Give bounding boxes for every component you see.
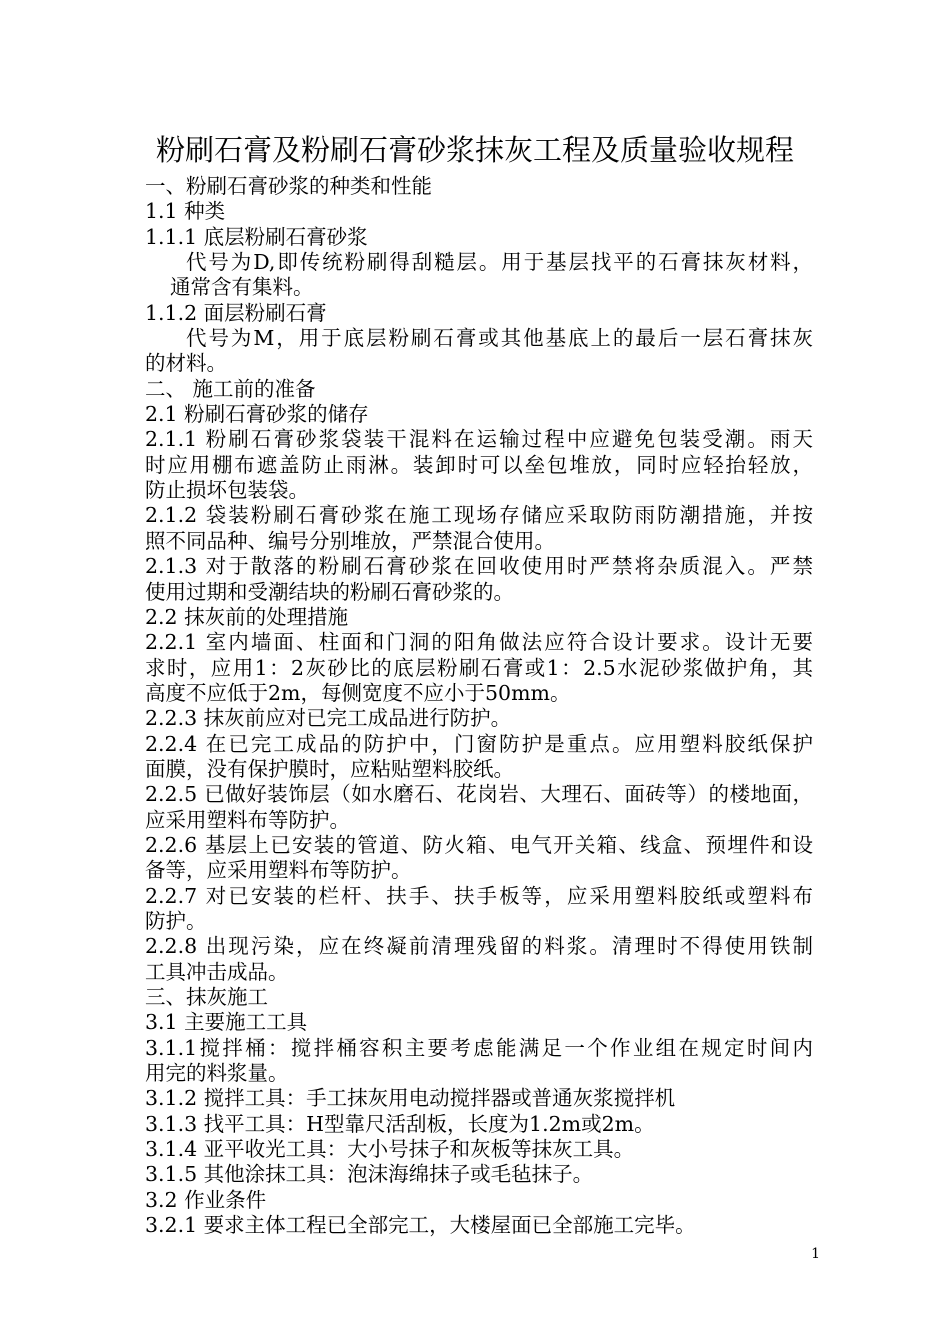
- paragraph-line: 时应用棚布遮盖防止雨淋。装卸时可以垒包堆放，同时应轻抬轻放，: [145, 452, 813, 477]
- paragraph-line: 2.2.8 出现污染，应在终凝前清理残留的料浆。清理时不得使用铁制: [145, 934, 813, 959]
- paragraph-line: 代号为M，用于底层粉刷石膏或其他基底上的最后一层石膏抹灰: [186, 326, 813, 351]
- paragraph-line: 高度不应低于2m，每侧宽度不应小于50mm。: [145, 680, 571, 705]
- paragraph-line: 3.1.5 其他涂抹工具：泡沫海绵抹子或毛毡抹子。: [145, 1162, 594, 1187]
- paragraph-line: 2.1.1 粉刷石膏砂浆袋装干混料在运输过程中应避免包装受潮。雨天: [145, 427, 813, 452]
- section-heading: 三、抹灰施工: [145, 985, 268, 1009]
- paragraph-line: 3.1.3 找平工具：H型靠尺活刮板，长度为1.2m或2m。: [145, 1111, 655, 1136]
- paragraph-line: 3.1.2 搅拌工具：手工抹灰用电动搅拌器或普通灰浆搅拌机: [145, 1086, 676, 1111]
- paragraph-line: 2.2.1 室内墙面、柱面和门洞的阳角做法应符合设计要求。设计无要: [145, 630, 813, 655]
- subsection-heading: 3.2 作业条件: [145, 1187, 267, 1212]
- paragraph-line: 面膜，没有保护膜时，应粘贴塑料胶纸。: [145, 756, 514, 781]
- subsection-heading: 2.2 抹灰前的处理措施: [145, 604, 349, 629]
- paragraph-line: 备等，应采用塑料布等防护。: [145, 858, 412, 883]
- paragraph-line: 的材料。: [145, 351, 227, 376]
- section-heading: 二、 施工前的准备: [145, 376, 316, 401]
- paragraph-line: 2.2.7 对已安装的栏杆、扶手、扶手板等，应采用塑料胶纸或塑料布: [145, 883, 813, 908]
- paragraph-line: 照不同品种、编号分别堆放，严禁混合使用。: [145, 528, 555, 553]
- subsection-heading: 1.1 种类: [145, 199, 226, 224]
- clause-heading: 1.1.2 面层粉刷石膏: [145, 300, 327, 325]
- paragraph-line: 防止损坏包装袋。: [145, 478, 309, 503]
- paragraph-line: 3.1.1搅拌桶：搅拌桶容积主要考虑能满足一个作业组在规定时间内: [145, 1035, 813, 1060]
- paragraph-line: 2.2.4 在已完工成品的防护中，门窗防护是重点。应用塑料胶纸保护: [145, 731, 813, 756]
- paragraph-line: 用完的料浆量。: [145, 1061, 289, 1086]
- paragraph-line: 2.1.2 袋装粉刷石膏砂浆在施工现场存储应采取防雨防潮措施，并按: [145, 503, 813, 528]
- page-number: 1: [811, 1246, 820, 1262]
- paragraph-line: 求时，应用1：2灰砂比的底层粉刷石膏或1：2.5水泥砂浆做护角，其: [145, 655, 813, 680]
- section-heading: 一、粉刷石膏砂浆的种类和性能: [145, 174, 432, 198]
- paragraph-line: 2.2.3 抹灰前应对已完工成品进行防护。: [145, 706, 512, 731]
- subsection-heading: 2.1 粉刷石膏砂浆的储存: [145, 402, 369, 427]
- paragraph-line: 3.2.1 要求主体工程已全部完工，大楼屋面已全部施工完毕。: [145, 1213, 696, 1238]
- paragraph-line: 代号为D,即传统粉刷得刮糙层。用于基层找平的石膏抹灰材料，: [186, 250, 813, 275]
- paragraph-line: 使用过期和受潮结块的粉刷石膏砂浆的。: [145, 579, 514, 604]
- paragraph-line: 防护。: [145, 908, 207, 933]
- paragraph-line: 通常含有集料。: [170, 275, 314, 300]
- paragraph-line: 2.2.6 基层上已安装的管道、防火箱、电气开关箱、线盒、预埋件和设: [145, 832, 813, 857]
- document-title: 粉刷石膏及粉刷石膏砂浆抹灰工程及质量验收规程: [155, 133, 794, 167]
- clause-heading: 1.1.1 底层粉刷石膏砂浆: [145, 224, 368, 249]
- paragraph-line: 3.1.4 亚平收光工具：大小号抹子和灰板等抹灰工具。: [145, 1137, 635, 1162]
- paragraph-line: 工具冲击成品。: [145, 959, 289, 984]
- document-body: [145, 174, 813, 1238]
- paragraph-line: 2.1.3 对于散落的粉刷石膏砂浆在回收使用时严禁将杂质混入。严禁: [145, 554, 813, 579]
- subsection-heading: 3.1 主要施工工具: [145, 1010, 308, 1035]
- paragraph-line: 2.2.5 已做好装饰层（如水磨石、花岗岩、大理石、面砖等）的楼地面，: [145, 782, 813, 807]
- paragraph-line: 应采用塑料布等防护。: [145, 807, 350, 832]
